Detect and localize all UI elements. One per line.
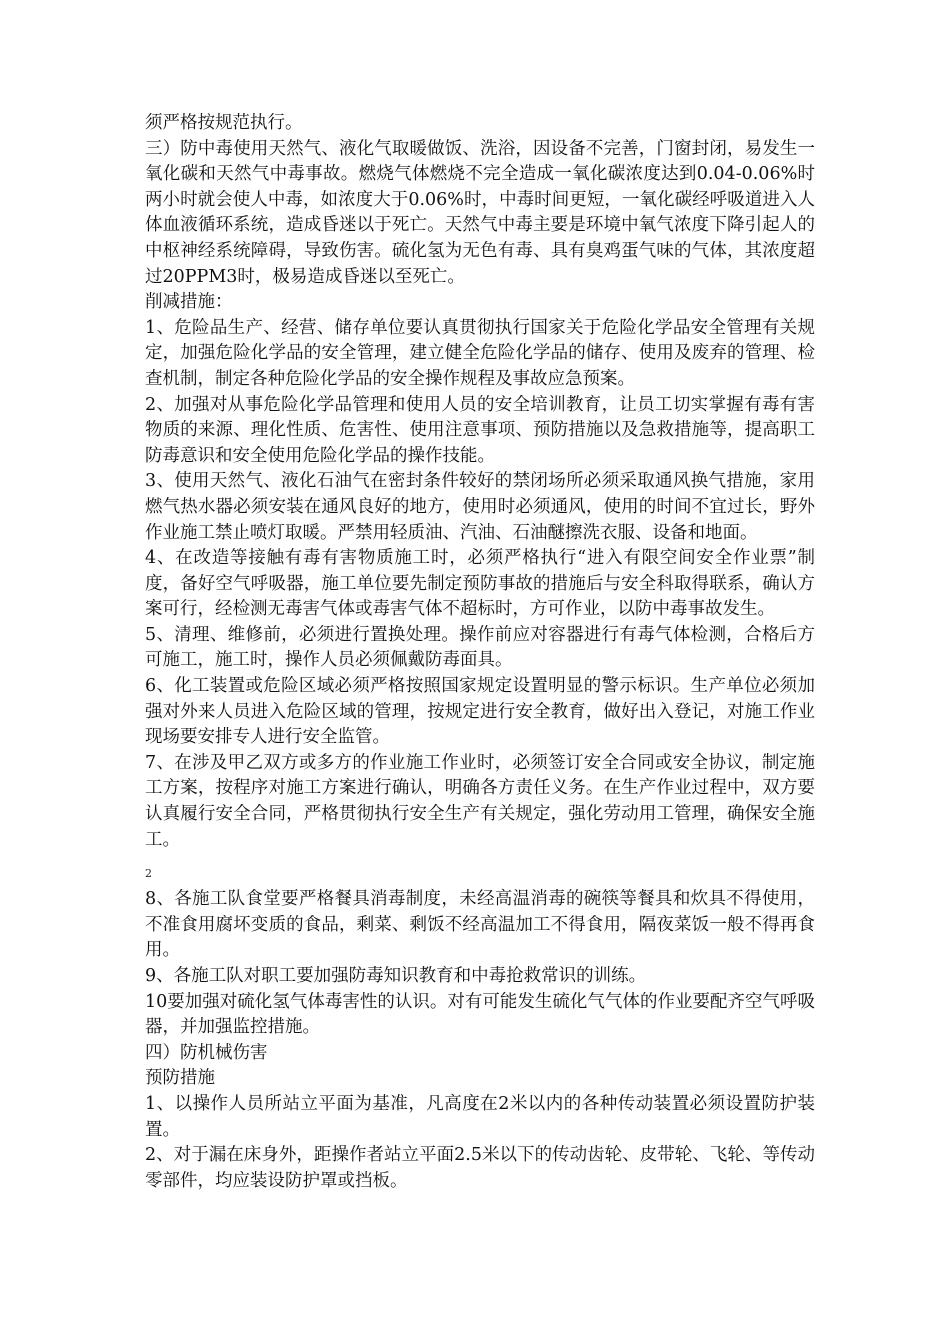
section-label: 削减措施：	[145, 292, 233, 313]
paragraph: 三）防中毒使用天然气、液化气取暖做饭、洗浴，因设备不完善，门窗封闭，易发生一氧化碳和天然气中毒事故。燃烧气体燃烧不完全造成一氧化碳浓度达到0.04-0.06%时两小时就会使人中毒，如浓度大于0.06%时，中毒时间更短，一氧化碳经呼吸道进入人体血液循环系统，造成昏迷以于死亡。天然气中毒主要是环境中氧气浓度下降引起人的中枢神经系统障碍，导致伤害。硫化氢为无色有毒、具有臭鸡蛋气味的气体，其浓度超过20PPM3时，极易造成昏迷以至死亡。	[145, 138, 815, 287]
list-item: 8、各施工队食堂要严格餐具消毒制度，未经高温消毒的碗筷等餐具和炊具不得使用，不准食用腐坏变质的食品，剩菜、剩饭不经高温加工不得食用，隔夜菜饭一般不得再食用。	[145, 889, 815, 961]
document-page	[145, 111, 815, 1194]
list-item: 10要加强对硫化氢气体毒害性的认识。对有可能发生硫化气气体的作业要配齐空气呼吸器，并加强监控措施。	[145, 991, 815, 1038]
page-break	[145, 853, 815, 867]
list-item: 2、加强对从事危险化学品管理和使用人员的安全培训教育，让员工切实掌握有毒有害物质的来源、理化性质、危害性、使用注意事项、预防措施以及急救措施等，提高职工防毒意识和安全使用危险化学品的操作技能。	[145, 394, 815, 466]
paragraph: 须严格按规范执行。	[145, 113, 303, 133]
section-heading: 四）防机械伤害	[145, 1042, 268, 1063]
list-item: 4、在改造等接触有毒有害物质施工时，必须严格执行“进入有限空间安全作业票”制度，备好空气呼吸器，施工单位要先制定预防事故的措施后与安全科取得联系，确认方案可行，经检测无毒害气体或毒害气体不超标时，方可作业，以防中毒事故发生。	[145, 548, 815, 620]
page-number: 2	[145, 867, 152, 881]
list-item: 2、对于漏在床身外，距操作者站立平面2.5米以下的传动齿轮、皮带轮、飞轮、等传动零部件，均应装设防护罩或挡板。	[145, 1145, 815, 1191]
section-label: 预防措施	[145, 1068, 215, 1089]
list-item: 9、各施工队对职工要加强防毒知识教育和中毒抢救常识的训练。	[145, 966, 647, 986]
list-item: 7、在涉及甲乙双方或多方的作业施工作业时，必须签订安全合同或安全协议，制定施工方案，按程序对施工方案进行确认，明确各方责任义务。在生产作业过程中，双方要认真履行安全合同，严格贯彻执行安全生产有关规定，强化劳动用工管理，确保安全施工。	[145, 752, 815, 850]
list-item: 6、化工装置或危险区域必须严格按照国家规定设置明显的警示标识。生产单位必须加强对外来人员进入危险区域的管理，按规定进行安全教育，做好出入登记，对施工作业现场要安排专人进行安全监管。	[145, 676, 815, 748]
list-item: 1、以操作人员所站立平面为基准，凡高度在2米以内的各种传动装置必须设置防护装置。	[145, 1093, 815, 1140]
list-item: 5、清理、维修前，必须进行置换处理。操作前应对容器进行有毒气体检测，合格后方可施工，施工时，操作人员必须佩戴防毒面具。	[145, 624, 815, 671]
list-item: 3、使用天然气、液化石油气在密封条件较好的禁闭场所必须采取通风换气措施，家用燃气热水器必须安装在通风良好的地方，使用时必须通风，使用的时间不宜过长，野外作业施工禁止喷灯取暖。严禁用轻质油、汽油、石油醚擦洗衣服、设备和地面。	[145, 471, 815, 543]
list-item: 1、危险品生产、经营、储存单位要认真贯彻执行国家关于危险化学品安全管理有关规定，加强危险化学品的安全管理，建立健全危险化学品的储存、使用及废弃的管理、检查机制，制定各种危险化学品的安全操作规程及事故应急预案。	[145, 317, 815, 389]
